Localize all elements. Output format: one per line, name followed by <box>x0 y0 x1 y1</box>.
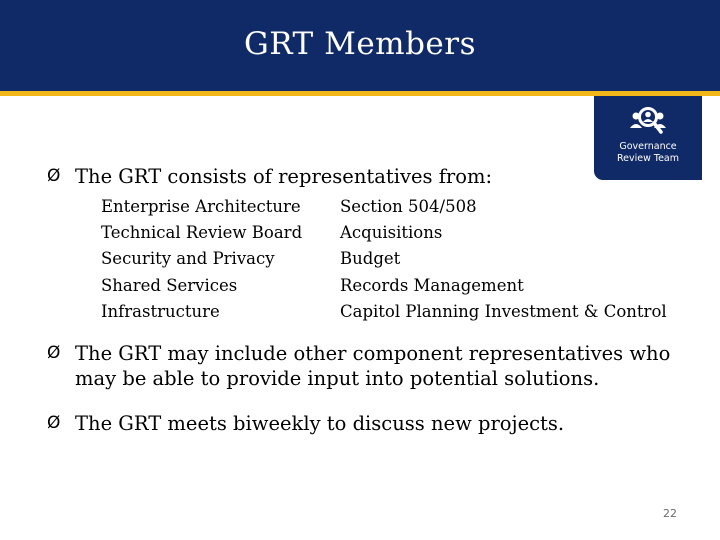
governance-review-team-badge <box>594 96 702 180</box>
arrow-bullet-icon: Ø <box>47 413 61 433</box>
slide-title: GRT Members <box>244 26 476 62</box>
member-item: Infrastructure <box>101 301 220 321</box>
bullet-item <box>47 411 667 436</box>
arrow-bullet-icon: Ø <box>47 166 61 186</box>
badge-label <box>594 141 702 165</box>
member-item: Shared Services <box>101 275 238 295</box>
members-list-right <box>340 194 667 325</box>
bullet-text: The GRT meets biweekly to discuss new projects. <box>75 412 565 435</box>
team-search-icon <box>630 106 666 136</box>
members-list-left <box>101 194 302 325</box>
member-item: Records Management <box>340 275 524 295</box>
bullet-item <box>47 341 687 391</box>
member-item: Technical Review Board <box>101 223 303 243</box>
member-item: Budget <box>340 249 401 269</box>
member-item: Capitol Planning Investment & Control <box>340 301 667 321</box>
member-item: Acquisitions <box>340 223 443 243</box>
badge-label-line-1: Governance <box>619 141 677 152</box>
bullet-text: The GRT consists of representatives from: <box>75 165 493 188</box>
page-number: 22 <box>663 507 677 520</box>
arrow-bullet-icon: Ø <box>47 343 61 363</box>
title-banner <box>0 0 720 91</box>
bullet-text: The GRT may include other component representatives who may be able to provide input into potential solutions. <box>75 342 671 390</box>
badge-label-line-2: Review Team <box>616 153 680 164</box>
bullet-item <box>47 164 567 189</box>
member-item: Enterprise Architecture <box>101 197 301 216</box>
member-item: Security and Privacy <box>101 249 275 269</box>
member-item: Section 504/508 <box>340 197 477 216</box>
